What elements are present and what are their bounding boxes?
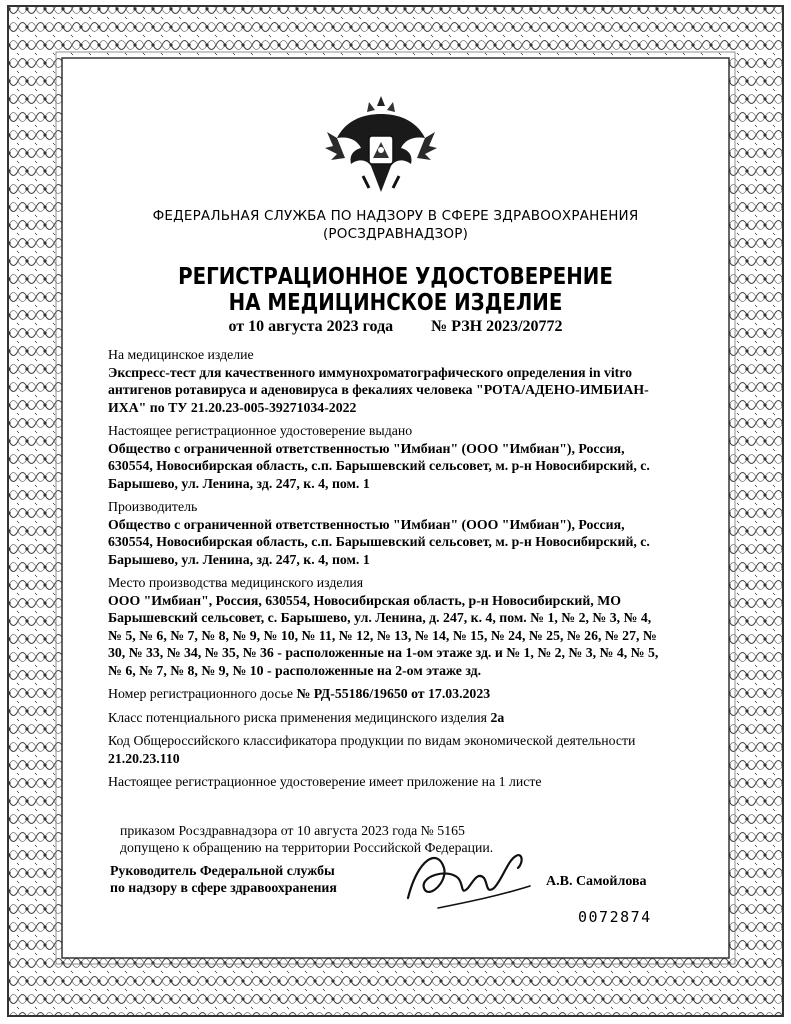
device-section — [108, 346, 660, 416]
risk-class-value: 2а — [490, 709, 505, 725]
appendix-section — [108, 773, 660, 791]
registration-number: № РЗН 2023/20772 — [431, 318, 563, 335]
coat-of-arms-emblem — [323, 92, 439, 200]
registration-dateline — [60, 318, 731, 336]
dossier-value: № РД-55186/19650 от 17.03.2023 — [296, 686, 491, 701]
document-title: РЕГИСТРАЦИОННОЕ УДОСТОВЕРЕНИЕ — [178, 264, 613, 290]
okpd-section — [108, 732, 660, 767]
issued-to-section — [108, 422, 660, 492]
approval-circulation-line: допущено к обращению на территории Российской Федерации. — [120, 840, 494, 855]
risk-class-section — [108, 709, 660, 727]
production-site-value: ООО "Имбиан", Россия, 630554, Новосибирская область, р-н Новосибирский, МО Барышевский сельсовет, с. Барышево, ул. Ленина, д. 247, к. 4, пом. № 1, № 2, № 3, № 4, № 5, № 6, № 7, № 8, № 9, № 10, № 11, № 12, № 13, № 14, № 15, № 24, № 25, № 26, № 27, № 30, № 33, № 34, № 35, № 36 - расположенные на 1-ом этаже зд. и № 1, № 2, № 3, № 4, № 5, № 6, № 7, № 8, № 9, № 10 - расположенные на 2-ом этаже зд. — [108, 592, 659, 678]
appendix-text: Настоящее регистрационное удостоверение имеет приложение на 1 листе — [108, 774, 542, 789]
device-value: Экспресс-тест для качественного иммунохроматографического определения in vitro антигенов ротавируса и аденовируса в фекалиях человека "РОТА/АДЕНО-ИМБИАН-ИХА" по ТУ 21.20.23-005-39271034-2022 — [108, 364, 649, 415]
handwritten-signature — [398, 838, 538, 918]
manufacturer-section — [108, 498, 660, 568]
registration-date: от 10 августа 2023 года — [228, 318, 394, 335]
risk-class-label: Класс потенциального риска применения медицинского изделия — [108, 709, 487, 725]
head-title-line1: Руководитель Федеральной службы — [110, 863, 335, 878]
manufacturer-value: Общество с ограниченной ответственностью "Имбиан" (ООО "Имбиан"), Россия, 630554, Новосибирская область, с.п. Барышевский сельсовет, м. р-н Новосибирский, с. Барышево, ул. Ленина, зд. 247, к. 4, пом. 1 — [108, 516, 650, 567]
signer-name: А.В. Самойлова — [546, 874, 647, 889]
device-label: На медицинское изделие — [108, 347, 254, 362]
production-site-label: Место производства медицинского изделия — [108, 575, 364, 590]
approval-order-line: приказом Росздравнадзора от 10 августа 2023 года № 5165 — [120, 823, 465, 838]
okpd-value: 21.20.23.110 — [108, 750, 180, 766]
certificate-body — [108, 346, 660, 797]
document-subtitle: НА МЕДИЦИНСКОЕ ИЗДЕЛИЕ — [228, 290, 563, 316]
manufacturer-label: Производитель — [108, 499, 198, 514]
issued-to-value: Общество с ограниченной ответственностью "Имбиан" (ООО "Имбиан"), Россия, 630554, Новосибирская область, с.п. Барышевский сельсовет, м. р-н Новосибирский, с. Барышево, ул. Ленина, зд. 247, к. 4, пом. 1 — [108, 440, 650, 491]
serial-number: 0072874 — [578, 908, 652, 926]
head-title-line2: по надзору в сфере здравоохранения — [110, 880, 337, 895]
production-site-section — [108, 574, 660, 679]
dossier-section — [108, 685, 660, 703]
agency-abbreviation: (РОСЗДРАВНАДЗОР) — [322, 226, 469, 242]
okpd-label: Код Общероссийского классификатора продукции по видам экономической деятельности — [108, 733, 636, 748]
head-of-service — [110, 862, 390, 896]
agency-name: ФЕДЕРАЛЬНАЯ СЛУЖБА ПО НАДЗОРУ В СФЕРЕ ЗДРАВООХРАНЕНИЯ — [152, 208, 639, 224]
dossier-label: Номер регистрационного досье — [108, 686, 294, 701]
issued-to-label: Настоящее регистрационное удостоверение выдано — [108, 423, 413, 438]
